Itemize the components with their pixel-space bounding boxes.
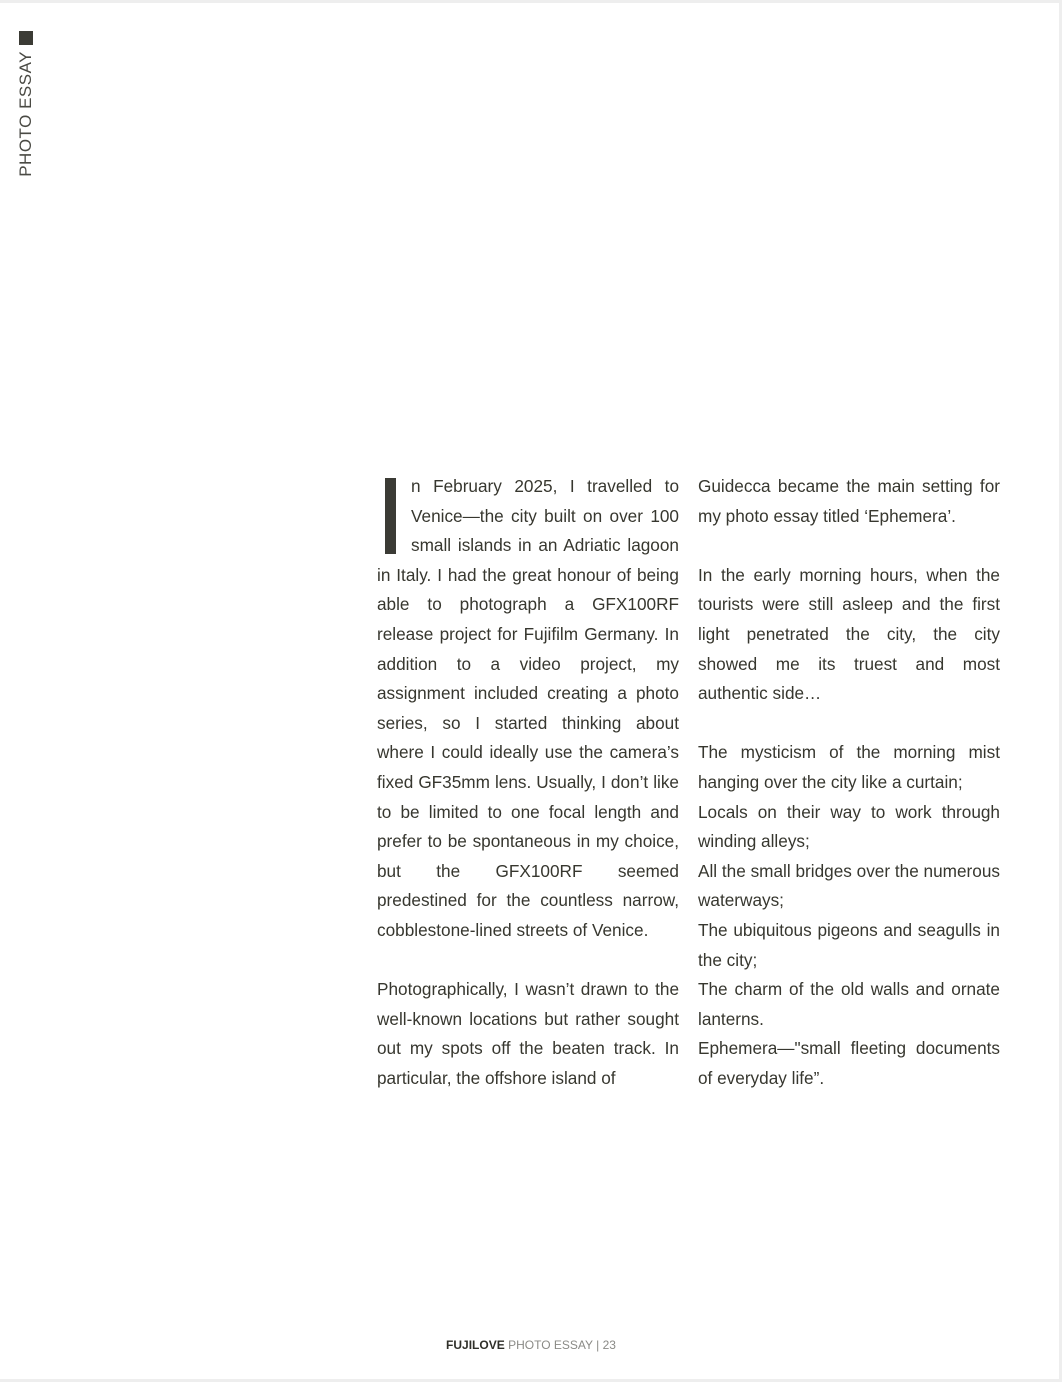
- list-line-locals: Locals on their way to work through winding alleys;: [698, 801, 1000, 852]
- intro-text: n February 2025, I travelled to Venice—the city built on over 100 small islands in an Adriatic lagoon in Italy. I had the great honour of being able to photograph a GFX100RF release project for Fujifilm Germany. In addition to a video project, my assignment included creating a photo series, so I started thinking about where I could ideally use the camera’s fixed GF35mm lens. Usually, I don’t like to be limited to one focal length and prefer to be spontaneous in my choice, but the GFX100RF seemed predestined for the countless narrow, cobblestone-lined streets of Venice.: [377, 476, 679, 940]
- article-paragraph-4: In the early morning hours, when the tourists were still asleep and the first light penetrated the city, the city showed me its truest and most authentic side…: [698, 564, 1000, 704]
- footer-brand: FUJILOVE: [446, 1338, 505, 1352]
- list-line-birds: The ubiquitous pigeons and seagulls in the city;: [698, 919, 1000, 970]
- article-paragraph-3: Guidecca became the main setting for my photo essay titled ‘Ephemera’.: [698, 476, 1000, 526]
- article-paragraph-intro: [377, 472, 679, 946]
- page-number: 23: [602, 1338, 616, 1352]
- drop-cap: [385, 478, 396, 554]
- list-line-walls: The charm of the old walls and ornate lanterns.: [698, 979, 1000, 1029]
- article-column-left: [377, 472, 679, 1093]
- list-line-mist: The mysticism of the morning mist hanging over the city like a curtain;: [698, 742, 1000, 792]
- article-paragraph-2: Photographically, I wasn’t drawn to the well-known locations but rather sought out my spots off the beaten track. In particular, the offshore island of: [377, 979, 679, 1088]
- list-line-ephemera: Ephemera—"small fleeting documents of everyday life”.: [698, 1038, 1000, 1088]
- footer-separator: |: [596, 1338, 600, 1352]
- section-tag: [16, 31, 36, 177]
- page-footer: [0, 1338, 1062, 1352]
- article-column-right: [698, 472, 1000, 1093]
- section-tag-square-icon: [19, 31, 33, 45]
- section-tag-label: PHOTO ESSAY: [16, 51, 35, 177]
- footer-section: PHOTO ESSAY: [508, 1338, 593, 1352]
- list-line-bridges: All the small bridges over the numerous waterways;: [698, 860, 1000, 911]
